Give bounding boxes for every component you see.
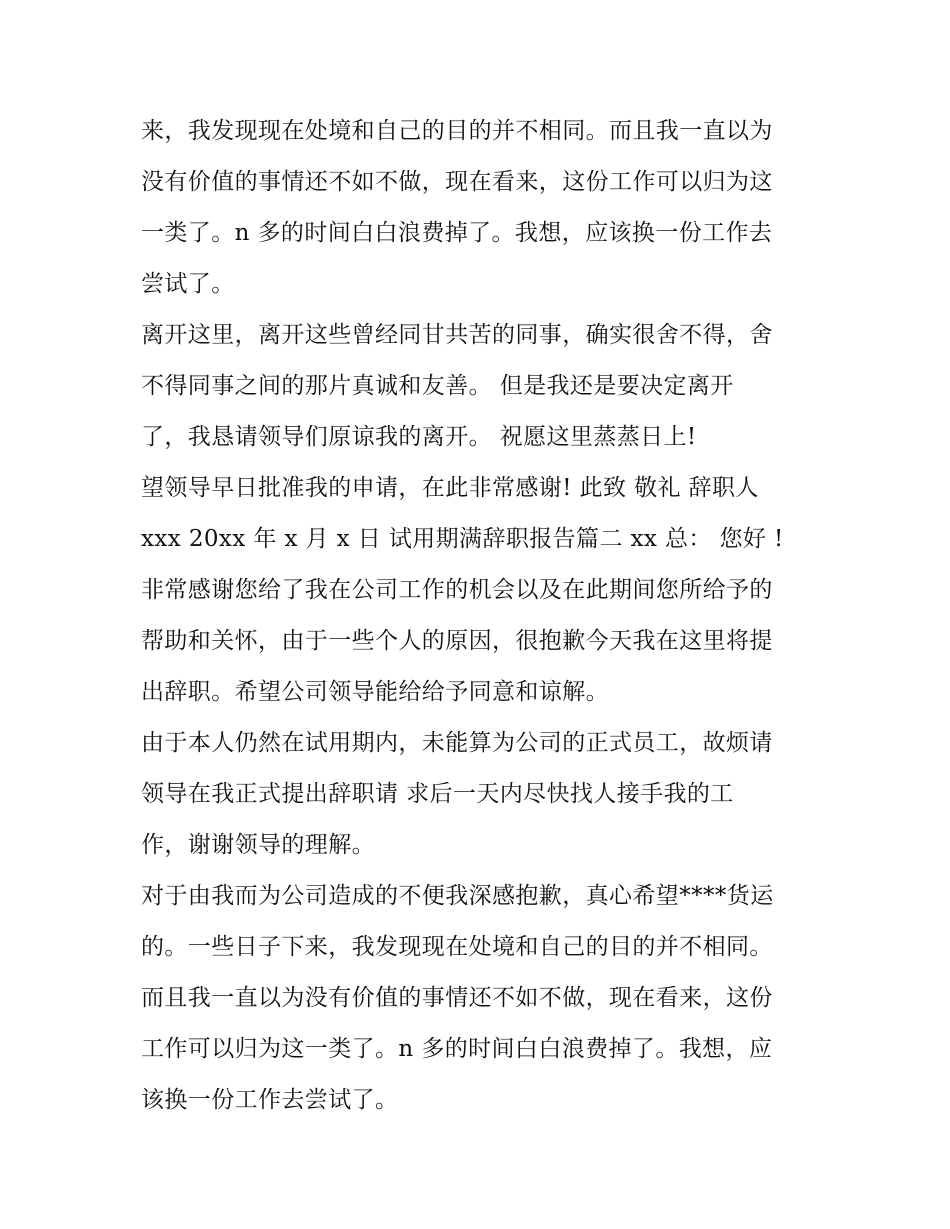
- text-line: 领导在我正式提出辞职请 求后一天内尽快找人接手我的工: [141, 781, 734, 807]
- text-line: 对于由我而为公司造成的不便我深感抱歉，真心希望****货运: [141, 883, 774, 909]
- text-line: 工作可以归为这一类了。n 多的时间白白浪费掉了。我想，应: [141, 1036, 773, 1062]
- text-line: 来，我发现现在处境和自己的目的并不相同。而且我一直以为: [141, 118, 773, 144]
- text-line: 不得同事之间的那片真诚和友善。 但是我还是要决定离开: [141, 373, 734, 399]
- text-line: 帮助和关怀，由于一些个人的原因，很抱歉今天我在这里将提: [141, 628, 773, 654]
- text-line: xxx 20xx 年 x 月 x 日 试用期满辞职报告篇二 xx 总： 您好 !: [141, 526, 784, 552]
- text-line: 尝试了。: [141, 271, 235, 297]
- text-line: 望领导早日批准我的申请，在此非常感谢! 此致 敬礼 辞职人: [141, 475, 759, 501]
- text-line: 由于本人仍然在试用期内，未能算为公司的正式员工，故烦请: [141, 730, 773, 756]
- text-line: 该换一份工作去尝试了。: [141, 1087, 399, 1113]
- text-line: 离开这里，离开这些曾经同甘共苦的同事，确实很舍不得，舍: [141, 322, 773, 348]
- text-line: 了，我恳请领导们原谅我的离开。 祝愿这里蒸蒸日上!: [141, 424, 697, 450]
- text-line: 出辞职。希望公司领导能给给予同意和谅解。: [141, 679, 609, 705]
- text-line: 的。一些日子下来，我发现现在处境和自己的目的并不相同。: [141, 934, 773, 960]
- text-line: 而且我一直以为没有价值的事情还不如不做，现在看来，这份: [141, 985, 773, 1011]
- text-line: 没有价值的事情还不如不做，现在看来，这份工作可以归为这: [141, 169, 773, 195]
- text-line: 作，谢谢领导的理解。: [141, 832, 375, 858]
- text-line: 一类了。n 多的时间白白浪费掉了。我想，应该换一份工作去: [141, 220, 773, 246]
- document-body: [141, 106, 821, 1126]
- text-line: 非常感谢您给了我在公司工作的机会以及在此期间您所给予的: [141, 577, 773, 603]
